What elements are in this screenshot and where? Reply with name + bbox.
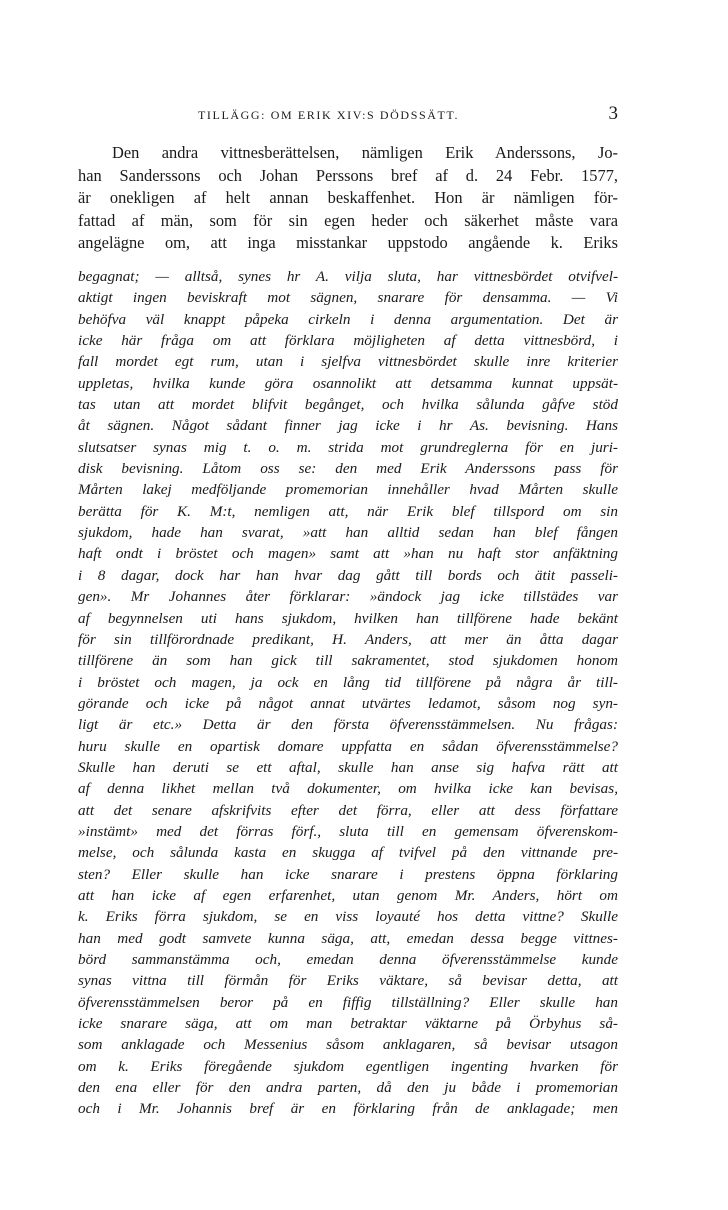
note-line: görande och icke på något annat utvärtes ledamot, såsom nog syn- [78,694,618,712]
note-line: af denna likhet mellan två dokumenter, om hvilka icke kan bevisas, [78,780,618,798]
note-line: han med godt samvete kunna säga, att, emedan dessa begge vittnes- [78,929,618,947]
note-line: aktigt ingen beviskraft mot sägnen, snarare för densamma. — Vi [78,289,618,307]
note-line: öfverensstämmelsen beror på en fiffig tillställning? Eller skulle han [78,993,618,1011]
note-line: tas utan att mordet blifvit begånget, och hvilka sålunda gåfve stöd [78,396,618,414]
body-line: är onekligen af helt annan beskaffenhet. Hon är nämligen för- [78,188,618,208]
note-line: i bröstet och magen, ja ock en lång tid tillförene på några år till- [78,673,618,691]
note-line: och i Mr. Johannis bref är en förklaring från de anklagade; men [78,1100,618,1118]
note-line: i 8 dagar, dock har han hvar dag gått till bords och ätit passeli- [78,566,618,584]
note-line: den ena eller för den andra parten, då den ju både i promemorian [78,1079,618,1097]
note-line: fall mordet egt rum, utan i sjelfva vittnesbördet skulle inre kriterier [78,353,618,371]
note-line: haft ondt i bröstet och magen» samt att »han nu haft stor anfäktning [78,545,618,563]
note-line: börd sammanstämma och, emedan denna öfverensstämmelse kunde [78,951,618,968]
note-line: disk bevisning. Låtom oss se: den med Erik Anderssons pass för [78,460,618,478]
note-line: k. Eriks förra sjukdom, se en viss loyauté hos detta vittne? Skulle [78,908,618,926]
note-line: sten? Eller skulle han icke snarare i prestens öppna förklaring [78,865,618,883]
note-line: tillförene än som han gick till sakramentet, stod sjukdomen honom [78,652,618,670]
note-line: att han icke af egen erfarenhet, utan genom Mr. Anders, hört om [78,886,618,904]
note-line: icke snarare säga, att om man betraktar väktarne på Örbyhus så- [78,1015,618,1033]
note-line: begagnat; — alltså, synes hr A. vilja sluta, har vittnesbördet otvifvel- [78,268,618,285]
note-line: huru skulle en opartisk domare uppfatta en sådan öfverensstämmelse? [78,737,618,755]
body-line: angelägne om, att inga misstankar uppstodo angående k. Eriks [78,233,618,253]
note-line: icke här fråga om att förklara möjligheten af detta vittnesbörd, i [78,332,618,350]
note-line: ligt är etc.» Detta är den första öfverensstämmelsen. Nu frågas: [78,716,618,734]
body-line: Den andra vittnesberättelsen, nämligen Erik Anderssons, Jo- [112,143,618,162]
body-paragraph [78,142,618,255]
note-line: om k. Eriks föregående sjukdom egentligen ingenting hvarken för [78,1057,618,1075]
note-line: gen». Mr Johannes åter förklarar: »ändock jag icke tillstädes var [78,588,618,606]
note-line: af begynnelsen uti hans sjukdom, hvilken han tillförene hade bekänt [78,609,618,627]
note-line: åt sägnen. Något sådant finner jag icke i hr As. bevisning. Hans [78,417,618,435]
page-number: 3 [608,103,618,124]
note-line: som anklagade och Messenius såsom anklagaren, så bevisar utsagon [78,1036,618,1054]
note-line: att det senare afskrifvits efter det förra, eller att dess författare [78,801,618,819]
note-line: berätta för K. M:t, nemligen att, när Erik blef tillspord om sin [78,502,618,520]
body-line: fattad af män, som för sin egen heder och säkerhet måste vara [78,210,618,230]
running-head: TILLÄGG: OM ERIK XIV:S DÖDSSÄTT. [198,108,460,122]
note-line: slutsatser synas mig t. o. m. strida mot grundreglerna för en juri- [78,438,618,456]
note-paragraph [78,266,618,1120]
body-line: han Sanderssons och Johan Perssons bref af d. 24 Febr. 1577, [78,165,618,185]
note-line: Skulle han deruti se ett aftal, skulle han anse sig hafva rätt att [78,758,618,776]
note-line: sjukdom, hade han svarat, »att han alltid sedan han blef fången [78,524,618,542]
note-line: Mårten lakej medföljande promemorian innehåller hvad Mårten skulle [78,481,618,499]
note-line: uppletas, hvilka kunde göra osannolikt att detsamma kunnat uppsät- [78,374,618,392]
page-header [78,103,618,128]
note-line: behöfva väl knappt påpeka cirkeln i denna argumentation. Det är [78,310,618,328]
note-line: »instämt» med det förras förf., sluta till en gemensam öfverenskom- [78,822,618,840]
note-line: för sin tillförordnade predikant, H. Anders, att mer än åtta dagar [78,630,618,648]
note-line: synas vittna till förmån för Eriks väktare, så bevisar detta, att [78,972,618,990]
note-line: melse, och sålunda kasta en skugga af tvifvel på den vittnande pre- [78,844,618,862]
